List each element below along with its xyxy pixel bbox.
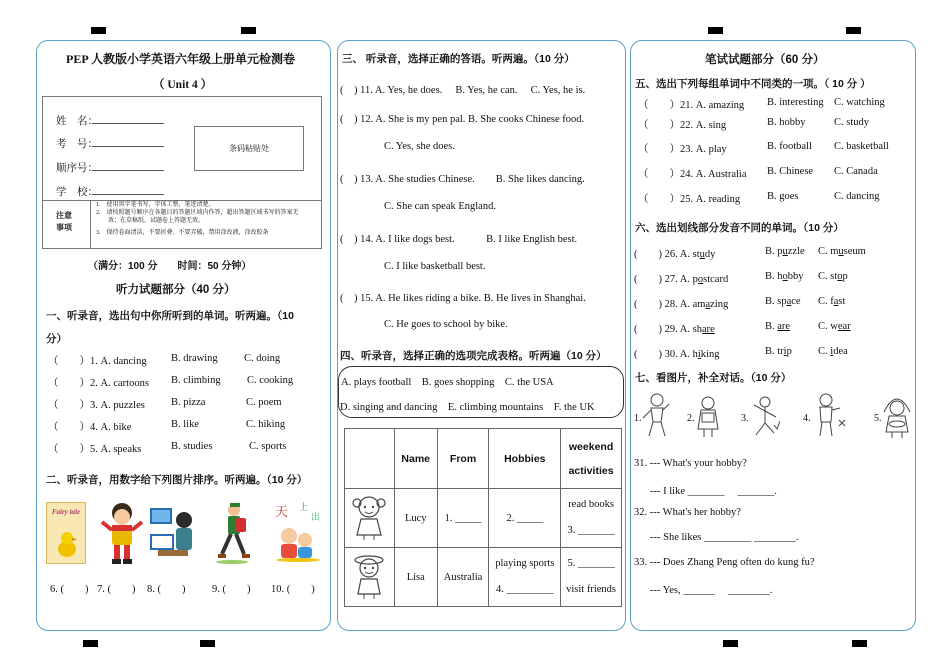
option-c: C. cooking [247,375,294,386]
question-13-option-c: C. She can speak England. [384,201,496,212]
option-c: C. hiking [246,419,286,430]
question-1: （ ）1. A. dancing [48,356,147,367]
row2-name: Lisa [394,548,437,607]
header-hobbies: Hobbies [489,429,561,489]
name-label: 姓 名： [56,116,98,127]
option-c: C. study [834,117,870,128]
school-label: 学 校： [56,187,98,198]
answer-32[interactable]: --- She likes _________ ________. [650,532,799,543]
option-b: B. Chinese [767,166,814,177]
option-b: B. pizza [171,397,206,408]
row2-hobbies[interactable]: playing sports 4. _________ [489,548,561,607]
row1-from[interactable]: 1. _____ [437,489,489,548]
lucy-picture-cell [345,489,395,548]
school-field[interactable] [92,185,164,195]
question-14: ( ) 14. A. I like dogs best. B. I like English best. [340,234,578,245]
question-30: ( ) 30. A. hiking [634,349,720,360]
registration-mark [846,27,861,34]
girl-with-pigtails-icon [351,493,387,541]
option-b: B. interesting [767,97,824,108]
option-c: C. fast [818,296,846,307]
registration-mark [241,27,256,34]
header-name: Name [394,429,437,489]
header-weekend-activities: weekend activities [561,429,622,489]
question-24: （ ）24. A. Australia [638,169,747,180]
exam-number-label: 考 号： [56,139,98,150]
option-c: C. wear [818,321,851,332]
question-15-option-c: C. He goes to school by bike. [384,319,508,330]
header-picture-cell [345,429,395,489]
question-12-option-c: C. Yes, she does. [384,141,455,152]
picture-answer-9[interactable]: 9. ( ) [212,584,251,595]
boy-kung-fu-sketch [812,392,846,440]
boy-dancing-sketch [750,395,780,439]
question-3: （ ）3. A. puzzles [48,400,145,411]
question-4: （ ）4. A. bike [48,422,132,433]
answer-33[interactable]: --- Yes, ______ ________. [650,585,773,596]
kung-fu-girl-picture [99,500,145,566]
option-b: B. like [171,419,199,430]
unit-label: （ Unit 4 ） [153,79,213,91]
exam-title: PEP 人教版小学英语六年级上册单元检测卷 [66,52,296,66]
notes-divider [90,200,91,249]
question-2: （ ）2. A. cartoons [48,378,149,389]
section-3-title: 三、 听录音，选择正确的答语。听两遍。（10 分） [342,53,575,65]
option-b: B. football [767,141,812,152]
option-b: B. drawing [171,353,218,364]
seat-number-label: 顺序号： [56,163,98,174]
picture-number: 4. [803,413,811,424]
girl-cooking-sketch [880,390,914,440]
picture-answer-6[interactable]: 6. ( ) [50,584,89,595]
option-b: B. studies [171,441,213,452]
name-field[interactable] [92,114,164,124]
section-2-title: 二、听录音，用数字给下列图片排序。听两遍。（10 分） [46,474,308,486]
question-14-option-c: C. I like basketball best. [384,261,486,272]
picture-number: 2. [687,413,695,424]
notes-text: 1. 使用黑字笔书写，字体工整，笔迹清楚。 2. 请按照题号顺序在各题目的答题区域内作答，超出答题区域书写的答案无 效；在草稿纸、试题卷上答题无效。 3. 保持卷面清洁，不要折叠、不要弄破，禁用涂改液，涂改胶条 [96,202,299,236]
question-32: 32. --- What's her hobby? [634,507,741,518]
written-section-title: 笔试试题部分（60 分） [705,54,825,66]
question-28: ( ) 28. A. amazing [634,299,729,310]
svg-text:上: 上 [299,503,309,513]
option-b: B. are [765,321,791,332]
question-13: ( ) 13. A. She studies Chinese. B. She likes dancing. [340,174,585,185]
question-25: （ ）25. A. reading [638,194,741,205]
option-b: B. puzzle [765,246,805,257]
section-5-title: 五、选出下列每组单词中不同类的一项。（ 10 分 ） [635,78,871,90]
row1-weekend[interactable]: read books 3. _______ [561,489,622,548]
registration-mark [723,640,738,647]
question-29: ( ) 29. A. share [634,324,715,335]
listening-section-title: 听力试题部分（40 分） [116,284,236,296]
registration-mark [708,27,723,34]
option-b: B. goes [767,191,799,202]
computer-user-picture [148,504,198,564]
section-7-title: 七、看图片，补全对话。（10 分） [635,372,792,384]
question-26: ( ) 26. A. study [634,249,716,260]
options-line-1: A. plays football B. goes shopping C. the USA [341,377,554,388]
book-title-text: Fairy tale [51,508,81,516]
option-c: C. sports [249,441,287,452]
hiking-boy-picture [212,502,254,564]
answer-31[interactable]: --- I like _______ _______. [650,486,777,497]
picture-answer-7[interactable]: 7. ( ) [97,584,136,595]
option-b: B. climbing [171,375,221,386]
row1-hobbies[interactable]: 2. _____ [489,489,561,548]
option-c: C. stop [818,271,848,282]
picture-answer-8[interactable]: 8. ( ) [147,584,186,595]
option-b: B. space [765,296,801,307]
option-c: C. idea [818,346,848,357]
question-15: ( ) 15. A. He likes riding a bike. B. He lives in Shanghai. [340,293,586,304]
section-4-title: 四、听录音，选择正确的选项完成表格。听两遍（10 分） [340,350,607,362]
option-c: C. basketball [834,141,889,152]
option-b: B. hobby [765,271,804,282]
header-from: From [437,429,489,489]
notes-label: 注意 事项 [56,211,72,232]
picture-number: 1. [634,413,642,424]
svg-text:天: 天 [275,505,289,520]
barcode-area [194,126,304,171]
option-c: C. watching [834,97,885,108]
question-21: （ ）21. A. amazing [638,100,745,111]
girl-reading-sketch [694,395,722,439]
row1-name: Lucy [394,489,437,548]
girl-with-hat-icon [351,552,387,600]
row2-weekend[interactable]: 5. _______ visit friends [561,548,622,607]
option-c: C. dancing [834,191,880,202]
picture-number: 3. [741,413,749,424]
chick-icon [47,523,87,563]
question-11: ( ) 11. A. Yes, he does. B. Yes, he can. C. Yes, he is. [340,85,586,96]
question-5: （ ）5. A. speaks [48,444,142,455]
option-b: B. hobby [767,117,806,128]
seat-number-field[interactable] [92,161,164,171]
option-c: C. doing [244,353,281,364]
option-c: C. poem [246,397,282,408]
question-31: 31. --- What's your hobby? [634,458,747,469]
section-1-title: 一、听录音，选出句中你所听到的单词。听两遍。（10 [46,310,294,322]
question-23: （ ）23. A. play [638,144,727,155]
option-c: C. museum [818,246,866,257]
registration-mark [91,27,106,34]
hobby-table [344,428,622,607]
lisa-picture-cell [345,548,395,607]
question-22: （ ）22. A. sing [638,120,727,131]
option-b: B. trip [765,346,792,357]
picture-answer-10[interactable]: 10. ( ) [271,584,315,595]
picture-number: 5. [874,413,882,424]
registration-mark [200,640,215,647]
registration-mark [852,640,867,647]
option-c: C. Canada [834,166,878,177]
section-6-title: 六、选出划线部分发音不同的单词。（10 分） [635,222,844,234]
svg-text:出: 出 [311,513,321,523]
row2-from: Australia [437,548,489,607]
score-time: （满分：100 分 时间：50 分钟） [88,261,252,272]
barcode-label: 条码粘贴处 [229,144,269,153]
question-27: ( ) 27. A. postcard [634,274,729,285]
fairy-tale-book-picture [46,502,86,564]
question-12: ( ) 12. A. She is my pen pal. B. She cooks Chinese food. [340,114,585,125]
boy-playing-sports-sketch [641,392,671,440]
registration-mark [83,640,98,647]
options-line-2: D. singing and dancing E. climbing mountains F. the UK [340,402,595,413]
exam-number-field[interactable] [92,137,164,147]
singing-children-picture [273,500,323,562]
section-1-title-cont: 分） [46,333,67,345]
question-33: 33. --- Does Zhang Peng often do kung fu? [634,557,815,568]
